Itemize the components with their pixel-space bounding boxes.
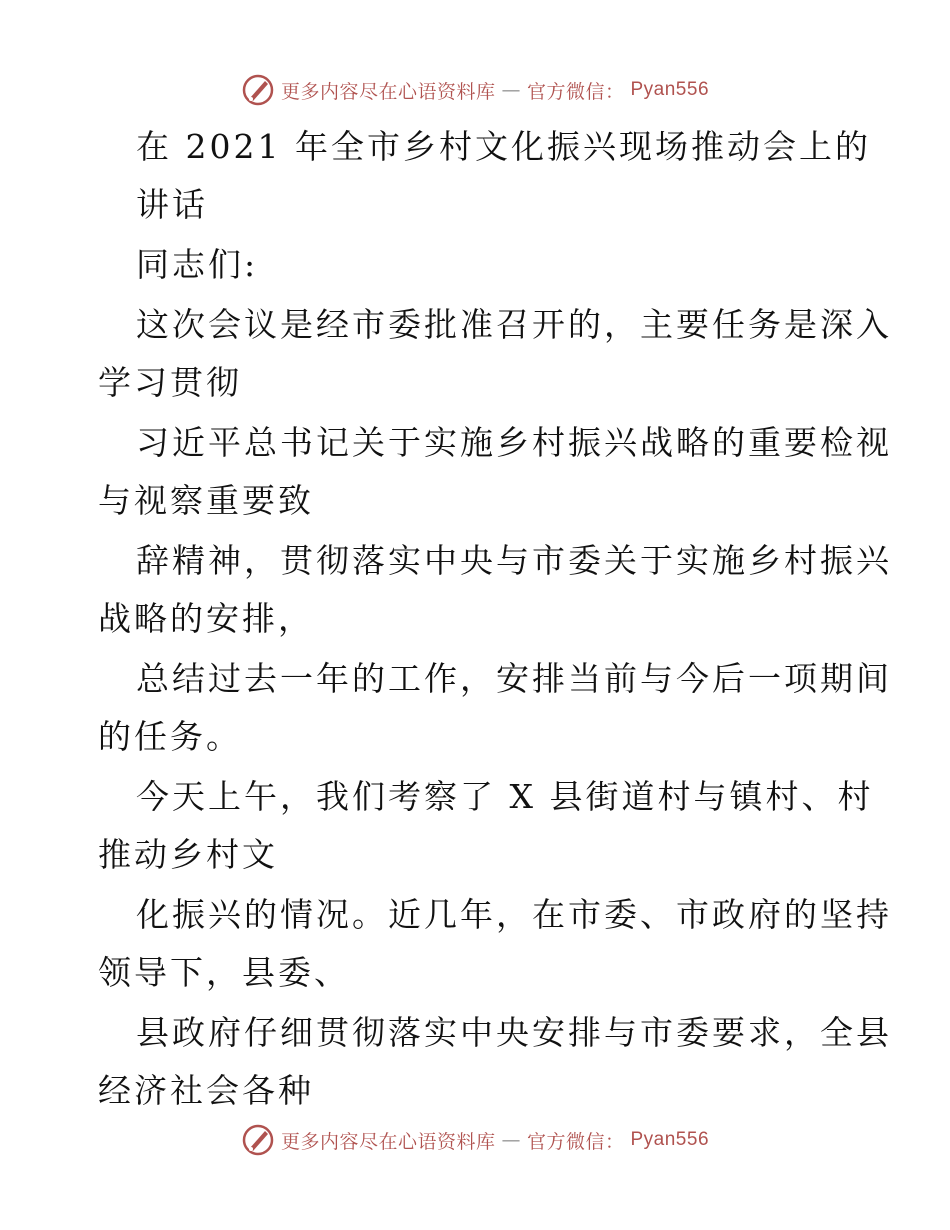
paragraph-line: 化振兴的情况。近几年，在市委、市政府的坚持 xyxy=(136,895,892,934)
header-watermark xyxy=(0,70,950,110)
paragraph-line: 战略的安排， xyxy=(98,599,314,638)
paragraph-line: 经济社会各种 xyxy=(98,1071,314,1110)
paragraph-line: 总结过去一年的工作，安排当前与今后一项期间 xyxy=(136,659,892,698)
paragraph-line: 这次会议是经市委批准召开的，主要任务是深入 xyxy=(136,305,892,344)
paragraph-line: 辞精神，贯彻落实中央与市委关于实施乡村振兴 xyxy=(136,541,892,580)
title-line-2: 讲话 xyxy=(136,185,208,224)
salutation: 同志们: xyxy=(136,245,259,284)
paragraph-line: 县政府仔细贯彻落实中央安排与市委要求，全县 xyxy=(136,1013,892,1052)
paragraph-line: 与视察重要致 xyxy=(98,481,314,520)
paragraph-line: 习近平总书记关于实施乡村振兴战略的重要检视 xyxy=(136,423,892,462)
footer-watermark xyxy=(0,1120,950,1160)
watermark-separator: — xyxy=(501,79,521,101)
watermark-separator: — xyxy=(501,1129,521,1151)
watermark-label: 官方微信： xyxy=(526,80,625,103)
watermark-label: 官方微信： xyxy=(526,1130,625,1153)
paragraph-line: 学习贯彻 xyxy=(98,363,242,402)
watermark-text: 更多内容尽在心语资料库 xyxy=(280,1130,496,1153)
pen-logo-icon xyxy=(241,1123,275,1157)
watermark-text: 更多内容尽在心语资料库 xyxy=(280,80,496,103)
watermark-id: Pyan556 xyxy=(630,79,710,100)
paragraph-line: 领导下，县委、 xyxy=(98,953,350,992)
paragraph-line: 推动乡村文 xyxy=(98,835,278,874)
watermark-id: Pyan556 xyxy=(630,1129,710,1150)
paragraph-line: 的任务。 xyxy=(98,717,242,756)
paragraph-line: 今天上午，我们考察了 X 县街道村与镇村、村 xyxy=(136,777,874,816)
pen-logo-icon xyxy=(241,73,275,107)
title-line-1: 在 2021 年全市乡村文化振兴现场推动会上的 xyxy=(136,127,871,166)
